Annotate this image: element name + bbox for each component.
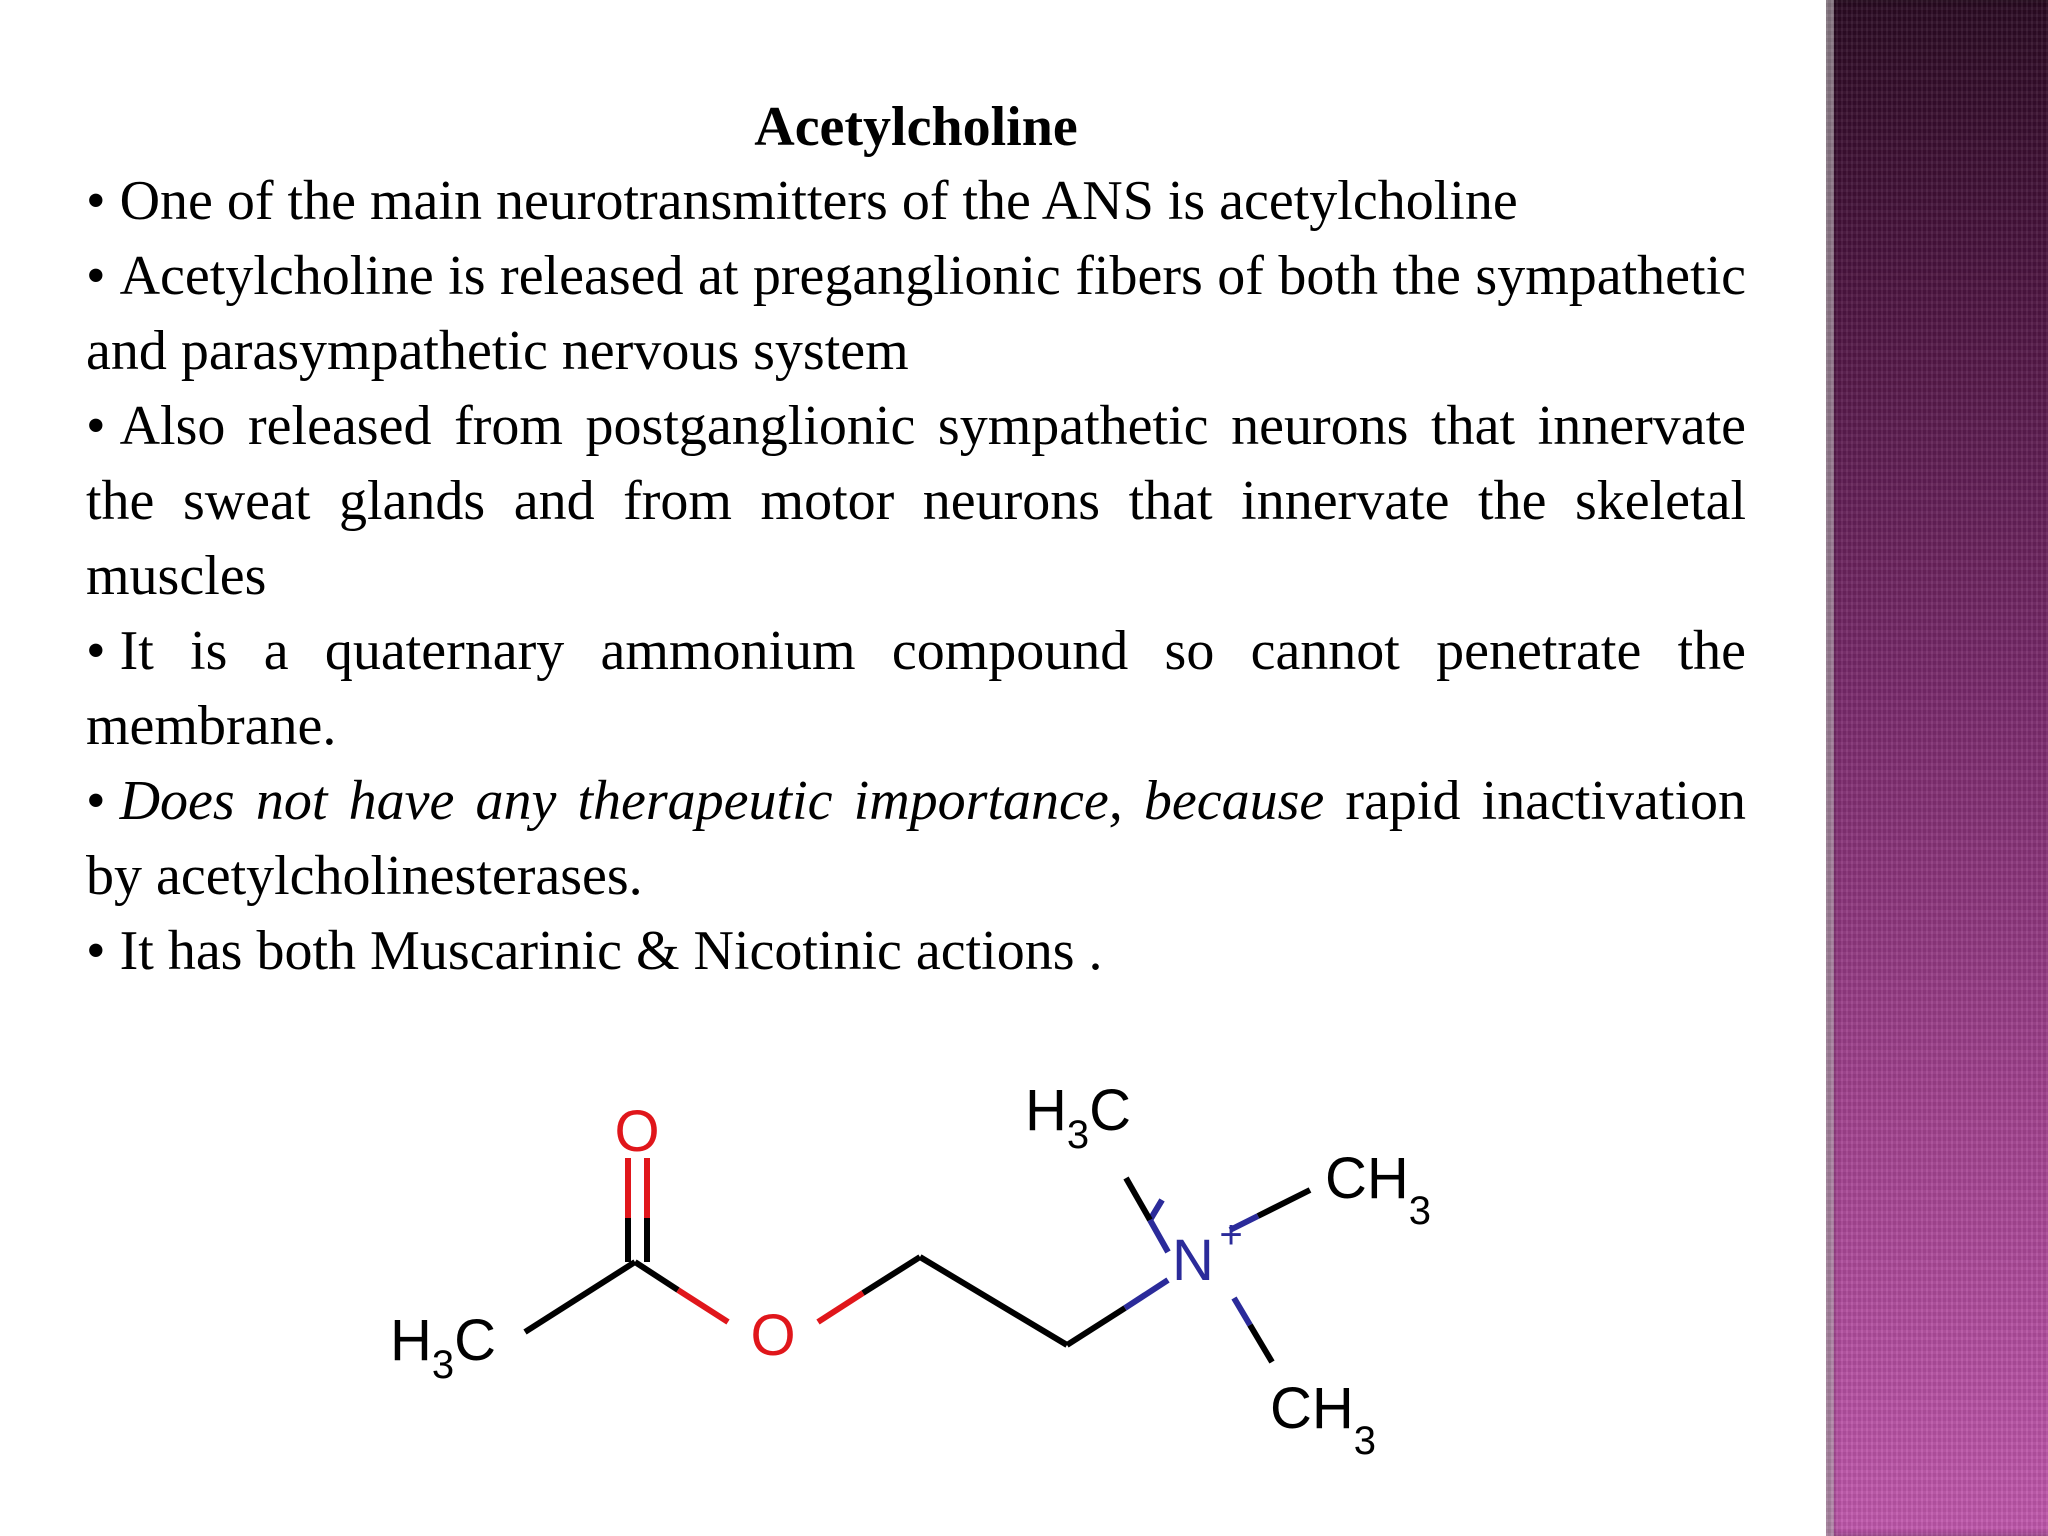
atom-methyl-top-h: H: [1025, 1078, 1067, 1143]
bond-carbonyl-ester-o: [678, 1290, 728, 1322]
bullet-item: [86, 389, 1746, 614]
bond-ester-ch2-c: [863, 1257, 920, 1293]
bullet-text: rapid inactivation by acetylcholinesterases.: [86, 770, 1747, 907]
atom-methyl-left-sub: 3: [431, 1343, 455, 1387]
bond-n-methyl-top-blue: [1150, 1220, 1168, 1252]
atom-methyl-top: [1025, 1078, 1131, 1157]
bullet-italic-text: Does not have any therapeutic importance, because: [119, 770, 1325, 832]
bullet-item: [86, 914, 1746, 989]
slide-title: Acetylcholine: [754, 96, 1078, 158]
bullet-mark: •: [86, 245, 106, 307]
bullet-item: [86, 614, 1746, 764]
atom-methyl-top-c: C: [1089, 1078, 1132, 1143]
bullet-item: [86, 239, 1746, 389]
atom-methyl-bottom: [1270, 1376, 1376, 1463]
bullet-mark: •: [86, 170, 106, 232]
atom-nitrogen: N: [1172, 1228, 1214, 1293]
bullet-list: [86, 164, 1746, 989]
bond-ch2-ch2: [920, 1257, 1067, 1345]
bond-n-methyl-bottom: [1234, 1298, 1250, 1325]
bullet-mark: •: [86, 395, 106, 457]
bond-carbonyl-ester: [635, 1262, 678, 1290]
bullet-mark: •: [86, 620, 106, 682]
atom-nitrogen-charge: +: [1219, 1213, 1243, 1257]
atom-methyl-right-ch: CH: [1325, 1146, 1409, 1211]
acetylcholine-structure: [360, 1050, 1500, 1480]
bond-n-methyl-top-c: [1150, 1200, 1162, 1220]
bullet-text: Acetylcholine is released at preganglionic fibers of both the sympathetic and parasympathetic nervous system: [86, 245, 1746, 382]
bullet-text: It is a quaternary ammonium compound so cannot penetrate the membrane.: [86, 620, 1746, 757]
atom-methyl-right: [1325, 1146, 1431, 1233]
atom-methyl-bottom-ch: CH: [1270, 1376, 1354, 1441]
atom-methyl-left-c: C: [454, 1308, 497, 1373]
atom-methyl-top-sub: 3: [1066, 1113, 1090, 1157]
bullet-item: [86, 164, 1746, 239]
structure-diagram: [360, 1050, 1500, 1480]
atom-methyl-left-h: H: [390, 1308, 432, 1373]
bond-n-methyl-bottom-c: [1250, 1325, 1272, 1362]
bullet-text: One of the main neurotransmitters of the ANS is acetylcholine: [119, 170, 1518, 232]
bond-ch2-n: [1067, 1308, 1125, 1345]
bond-ch2-n-n: [1125, 1280, 1168, 1308]
bond-n-methyl-top-black: [1126, 1178, 1150, 1220]
bullet-text: Also released from postganglionic sympathetic neurons that innervate the sweat glands and from motor neurons that innervate the skeletal muscles: [86, 395, 1746, 607]
bullet-mark: •: [86, 920, 106, 982]
atom-methyl-left: [390, 1308, 496, 1387]
atom-carbonyl-oxygen: O: [614, 1099, 660, 1164]
bullet-item: [86, 764, 1746, 914]
atom-methyl-bottom-sub: 3: [1353, 1419, 1377, 1463]
decorative-side-band: [1826, 0, 2048, 1536]
bond-ester-ch2: [818, 1293, 863, 1322]
bullet-text: It has both Muscarinic & Nicotinic actions .: [119, 920, 1103, 982]
bullet-mark: •: [86, 770, 106, 832]
bond-n-methyl-right-c: [1258, 1190, 1310, 1216]
atom-methyl-right-sub: 3: [1408, 1189, 1432, 1233]
atom-ester-oxygen: O: [750, 1303, 796, 1368]
bond-methyl-carbonyl: [525, 1262, 635, 1332]
